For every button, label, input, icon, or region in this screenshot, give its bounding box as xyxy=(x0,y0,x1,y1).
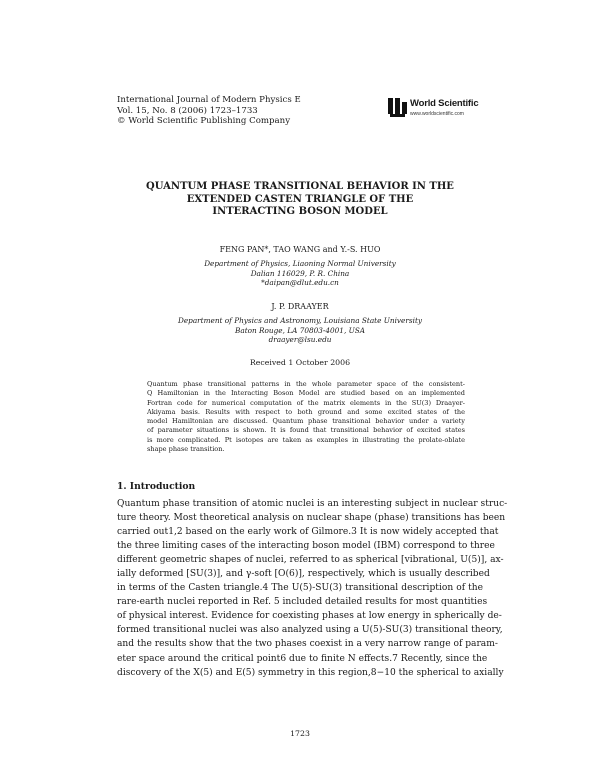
body-line: rare-earth nuclei reported in Ref. 5 included detailed results for most quantities xyxy=(117,597,488,608)
publisher-logo-text: World Scientific xyxy=(410,98,479,109)
affiliation-line: Department of Physics, Liaoning Normal University xyxy=(204,259,396,268)
body-line: in terms of the Casten triangle.4 The U(5)-SU(3) transitional description of the xyxy=(117,583,483,594)
publisher-logo-sub: www.worldscientific.com xyxy=(410,111,464,117)
body-line: Quantum phase transition of atomic nuclei is an interesting subject in nuclear struc- xyxy=(117,499,508,509)
copyright-line: © World Scientific Publishing Company xyxy=(117,116,291,127)
body-line: the three limiting cases of the interacting boson model (IBM) correspond to three xyxy=(117,541,495,552)
body-line: formed transitional nuclei was also analyzed using a U(5)-SU(3) transitional theory, xyxy=(117,625,503,636)
author-email: *daipan@dlut.edu.cn xyxy=(261,278,339,287)
affiliation-line: Department of Physics and Astronomy, Louisiana State University xyxy=(177,316,422,325)
body-line: eter space around the critical point6 due to finite N effects.7 Recently, since the xyxy=(117,653,488,664)
affiliation-line: Baton Rouge, LA 70803-4001, USA xyxy=(234,325,365,335)
abstract-line: Akiyama basis. Results with respect to both ground and some excited states of the xyxy=(147,407,465,416)
volume-info: Vol. 15, No. 8 (2006) 1723–1733 xyxy=(117,105,258,116)
body-line: of physical interest. Evidence for coexisting phases at low energy in spherically de- xyxy=(117,611,502,622)
paper-title xyxy=(100,181,500,219)
affiliation-line: Dalian 116029, P. R. China xyxy=(250,268,350,278)
body-line: ture theory. Most theoretical analysis on nuclear shape (phase) transitions has been xyxy=(117,513,506,524)
abstract-line: Quantum phase transitional patterns in the whole parameter space of the consistent- xyxy=(147,380,465,388)
abstract-line: model Hamiltonian are discussed. Quantum phase transitional behavior under a variety xyxy=(147,417,465,426)
body-line: different geometric shapes of nuclei, referred to as spherical [vibrational, U(5)], ax- xyxy=(117,555,504,566)
introduction-body xyxy=(117,497,508,680)
author-email: draayer@lsu.edu xyxy=(268,335,332,344)
journal-header xyxy=(117,95,301,127)
title-line: EXTENDED CASTEN TRIANGLE OF THE xyxy=(186,193,414,205)
section-heading: 1. Introduction xyxy=(117,481,196,492)
affiliation-2 xyxy=(100,316,500,345)
authors-line-1: FENG PAN*, TAO WANG and Y.-S. HUO xyxy=(219,245,381,254)
abstract xyxy=(147,380,465,454)
journal-name: International Journal of Modern Physics E xyxy=(117,95,301,105)
abstract-line: Q Hamiltonian in the Interacting Boson Model are studied based on an implemented xyxy=(147,389,465,398)
abstract-line: Fortran code for numerical computation of the matrix elements in the SU(3) Draayer- xyxy=(147,398,465,407)
title-line: INTERACTING BOSON MODEL xyxy=(212,206,388,217)
abstract-line: is more complicated. Pt isotopes are taken as examples in illustrating the prolate-oblate xyxy=(147,435,465,444)
body-line: discovery of the X(5) and E(5) symmetry in this region,8−10 the spherical to axially xyxy=(117,667,504,678)
publisher-logo-icon xyxy=(387,96,409,118)
received-date: Received 1 October 2006 xyxy=(249,358,351,367)
body-line: ially deformed [SU(3)], and γ-soft [O(6)], respectively, which is usually described xyxy=(117,569,490,580)
body-line: and the results show that the two phases coexist in a very narrow range of param- xyxy=(117,639,498,650)
affiliation-1 xyxy=(100,259,500,288)
authors-line-2: J. P. DRAAYER xyxy=(271,302,329,311)
page-number: 1723 xyxy=(290,729,310,738)
abstract-line: shape phase transition. xyxy=(147,445,225,454)
title-line: QUANTUM PHASE TRANSITIONAL BEHAVIOR IN THE xyxy=(146,181,454,192)
publisher-logo xyxy=(387,96,487,126)
abstract-line: of parameter situations is shown. It is found that transitional behavior of excited states xyxy=(147,426,465,435)
body-line: carried out1,2 based on the early work of Gilmore.3 It is now widely accepted that xyxy=(117,527,499,538)
